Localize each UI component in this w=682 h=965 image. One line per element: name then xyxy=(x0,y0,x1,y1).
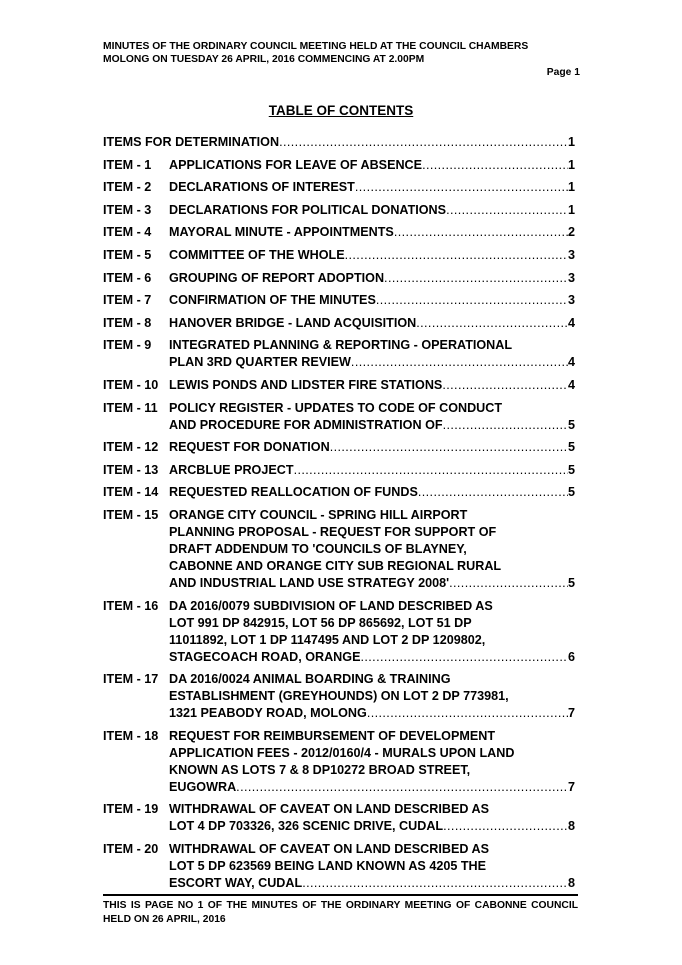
toc-entry xyxy=(103,439,575,456)
toc-entry-number: ITEM - 8 xyxy=(103,315,152,330)
toc-entry-number: ITEM - 20 xyxy=(103,841,159,856)
toc-entry-title: WITHDRAWAL OF CAVEAT ON LAND DESCRIBED AS xyxy=(169,802,489,817)
toc-entry-title: REQUEST FOR DONATION xyxy=(169,440,330,455)
toc-entry-page: 1 xyxy=(567,135,575,149)
toc-entry-number: ITEM - 3 xyxy=(103,202,152,217)
toc-entry-title: LOT 4 DP 703326, 326 SCENIC DRIVE, CUDAL xyxy=(169,819,444,834)
toc-entry xyxy=(103,179,575,196)
toc-leader-dots xyxy=(443,417,568,434)
toc-entry-title: APPLICATIONS FOR LEAVE OF ABSENCE xyxy=(169,157,423,172)
toc-leader-dots xyxy=(394,224,568,241)
toc-entry-title: ITEMS FOR DETERMINATION xyxy=(103,135,280,149)
toc-entry xyxy=(103,377,575,394)
toc-entry-title: ARCBLUE PROJECT xyxy=(169,462,294,477)
toc-entry xyxy=(103,671,575,722)
toc-entry-title: INTEGRATED PLANNING & REPORTING - OPERATIONAL xyxy=(169,338,513,353)
toc-entry-title: HANOVER BRIDGE - LAND ACQUISITION xyxy=(169,315,417,330)
header-line-1: MINUTES OF THE ORDINARY COUNCIL MEETING HELD AT THE COUNCIL CHAMBERS xyxy=(103,41,529,52)
toc-entry-title: KNOWN AS LOTS 7 & 8 DP10272 BROAD STREET, xyxy=(169,762,471,777)
toc-entry-title: REQUEST FOR REIMBURSEMENT OF DEVELOPMENT xyxy=(169,728,496,743)
toc-leader-dots xyxy=(294,462,568,479)
toc-entry-title: LOT 991 DP 842915, LOT 56 DP 865692, LOT 51 DP xyxy=(169,615,472,630)
toc-leader-dots xyxy=(345,247,568,264)
toc-leader-dots xyxy=(418,484,568,501)
toc-leader-dots xyxy=(355,179,568,196)
toc-entry-page: 6 xyxy=(567,649,575,664)
toc-leader-dots xyxy=(416,315,568,332)
toc-entry xyxy=(103,462,575,479)
toc-entry-page: 8 xyxy=(567,875,575,890)
toc-entry-page: 5 xyxy=(567,485,575,500)
toc-entry xyxy=(103,728,575,796)
toc-entry-title: MAYORAL MINUTE - APPOINTMENTS xyxy=(169,225,394,240)
page-footer: THIS IS PAGE NO 1 OF THE MINUTES OF THE ORDINARY MEETING OF CABONNE COUNCIL HELD ON 26 APRIL, 2016 xyxy=(103,900,578,925)
toc-leader-dots xyxy=(330,439,568,456)
toc-entry-page: 8 xyxy=(567,819,575,834)
table-of-contents xyxy=(103,134,575,892)
toc-entry-page: 3 xyxy=(567,270,575,285)
toc-entry-page: 5 xyxy=(567,462,575,477)
toc-entry-number: ITEM - 5 xyxy=(103,247,152,262)
toc-entry-title: LEWIS PONDS AND LIDSTER FIRE STATIONS xyxy=(169,377,443,392)
toc-entry xyxy=(103,337,575,371)
toc-entry-page: 3 xyxy=(567,293,575,308)
toc-entry-number: ITEM - 14 xyxy=(103,485,159,500)
footer-rule xyxy=(103,894,578,896)
toc-entry-number: ITEM - 1 xyxy=(103,157,152,172)
toc-entry-title: 1321 PEABODY ROAD, MOLONG xyxy=(169,706,367,721)
toc-entry-number: ITEM - 9 xyxy=(103,338,152,353)
page-number: Page 1 xyxy=(546,67,580,78)
toc-entry-page: 4 xyxy=(567,377,575,392)
toc-leader-dots xyxy=(351,354,568,371)
toc-entry-number: ITEM - 15 xyxy=(103,507,159,522)
toc-entry-number: ITEM - 10 xyxy=(103,377,159,392)
toc-entry-title: ORANGE CITY COUNCIL - SPRING HILL AIRPORT xyxy=(169,507,468,522)
toc-leader-dots xyxy=(384,270,568,287)
toc-entry-title: EUGOWRA xyxy=(169,779,237,794)
toc-entry xyxy=(103,247,575,264)
toc-entry-title: CABONNE AND ORANGE CITY SUB REGIONAL RURAL xyxy=(169,558,502,573)
toc-entry xyxy=(103,598,575,666)
toc-entry-page: 1 xyxy=(567,202,575,217)
toc-entry-title: 11011892, LOT 1 DP 1147495 AND LOT 2 DP 1209802, xyxy=(169,632,486,647)
toc-entry-page: 4 xyxy=(567,355,575,370)
toc-entry-number: ITEM - 4 xyxy=(103,225,152,240)
toc-leader-dots xyxy=(279,134,568,151)
toc-leader-dots xyxy=(367,705,568,722)
toc-entry xyxy=(103,400,575,434)
toc-entry-title: DA 2016/0079 SUBDIVISION OF LAND DESCRIBED AS xyxy=(169,598,493,613)
toc-entry-title: ESTABLISHMENT (GREYHOUNDS) ON LOT 2 DP 773981, xyxy=(169,689,509,704)
toc-entry xyxy=(103,841,575,892)
toc-entry xyxy=(103,484,575,501)
toc-leader-dots xyxy=(302,875,568,892)
toc-entry-title: ESCORT WAY, CUDAL xyxy=(169,875,303,890)
toc-leader-dots xyxy=(449,575,568,592)
toc-entry-title: COMMITTEE OF THE WHOLE xyxy=(169,247,345,262)
toc-entry-number: ITEM - 17 xyxy=(103,672,159,687)
toc-entry-number: ITEM - 11 xyxy=(103,400,158,415)
toc-entry-page: 5 xyxy=(567,417,575,432)
toc-entry-page: 5 xyxy=(567,440,575,455)
document-header xyxy=(103,40,578,66)
toc-entry-title: WITHDRAWAL OF CAVEAT ON LAND DESCRIBED AS xyxy=(169,841,489,856)
toc-entry xyxy=(103,801,575,835)
toc-entry-title: DRAFT ADDENDUM TO 'COUNCILS OF BLAYNEY, xyxy=(169,541,467,556)
toc-entry-number: ITEM - 12 xyxy=(103,440,159,455)
toc-entry-number: ITEM - 6 xyxy=(103,270,152,285)
toc-entry-number: ITEM - 19 xyxy=(103,802,159,817)
toc-entry-title: DA 2016/0024 ANIMAL BOARDING & TRAINING xyxy=(169,672,451,687)
toc-entry-title: AND PROCEDURE FOR ADMINISTRATION OF xyxy=(169,417,443,432)
header-line-2: MOLONG ON TUESDAY 26 APRIL, 2016 COMMENCING AT 2.00PM xyxy=(103,54,425,65)
toc-entry xyxy=(103,134,575,151)
toc-entry-number: ITEM - 16 xyxy=(103,598,159,613)
toc-entry-number: ITEM - 13 xyxy=(103,462,159,477)
toc-entry-title: GROUPING OF REPORT ADOPTION xyxy=(169,270,385,285)
toc-entry-title: AND INDUSTRIAL LAND USE STRATEGY 2008' xyxy=(169,575,450,590)
toc-entry-title: LOT 5 DP 623569 BEING LAND KNOWN AS 4205 THE xyxy=(169,858,487,873)
toc-entry-number: ITEM - 7 xyxy=(103,293,152,308)
toc-entry-page: 1 xyxy=(567,157,575,172)
toc-entry-title: REQUESTED REALLOCATION OF FUNDS xyxy=(169,485,418,500)
toc-entry xyxy=(103,507,575,592)
toc-entry-page: 5 xyxy=(567,575,575,590)
toc-leader-dots xyxy=(360,649,568,666)
toc-entry-title: STAGECOACH ROAD, ORANGE xyxy=(169,649,361,664)
toc-entry-number: ITEM - 2 xyxy=(103,180,152,195)
toc-entry xyxy=(103,270,575,287)
toc-entry-title: DECLARATIONS FOR POLITICAL DONATIONS xyxy=(169,202,447,217)
toc-entry-title: PLAN 3RD QUARTER REVIEW xyxy=(169,355,351,370)
toc-entry-page: 7 xyxy=(567,706,575,721)
toc-entry-page: 7 xyxy=(567,779,575,794)
toc-entry-number: ITEM - 18 xyxy=(103,728,159,743)
toc-leader-dots xyxy=(236,779,568,796)
toc-leader-dots xyxy=(422,157,568,174)
toc-title: TABLE OF CONTENTS xyxy=(268,103,414,118)
toc-entry-title: DECLARATIONS OF INTEREST xyxy=(169,180,355,195)
toc-entry-title: CONFIRMATION OF THE MINUTES xyxy=(169,293,376,308)
toc-leader-dots xyxy=(446,202,568,219)
toc-entry-title: APPLICATION FEES - 2012/0160/4 - MURALS UPON LAND xyxy=(169,745,515,760)
toc-entry-title: POLICY REGISTER - UPDATES TO CODE OF CONDUCT xyxy=(169,400,503,415)
toc-entry-page: 4 xyxy=(567,315,575,330)
toc-leader-dots xyxy=(376,292,568,309)
toc-entry-page: 3 xyxy=(567,247,575,262)
toc-entry xyxy=(103,157,575,174)
toc-entry xyxy=(103,224,575,241)
toc-entry xyxy=(103,292,575,309)
toc-entry xyxy=(103,202,575,219)
toc-entry xyxy=(103,315,575,332)
toc-entry-page: 1 xyxy=(567,180,575,195)
toc-entry-title: PLANNING PROPOSAL - REQUEST FOR SUPPORT OF xyxy=(169,524,497,539)
toc-leader-dots xyxy=(443,818,568,835)
toc-entry-page: 2 xyxy=(567,225,575,240)
toc-leader-dots xyxy=(442,377,568,394)
